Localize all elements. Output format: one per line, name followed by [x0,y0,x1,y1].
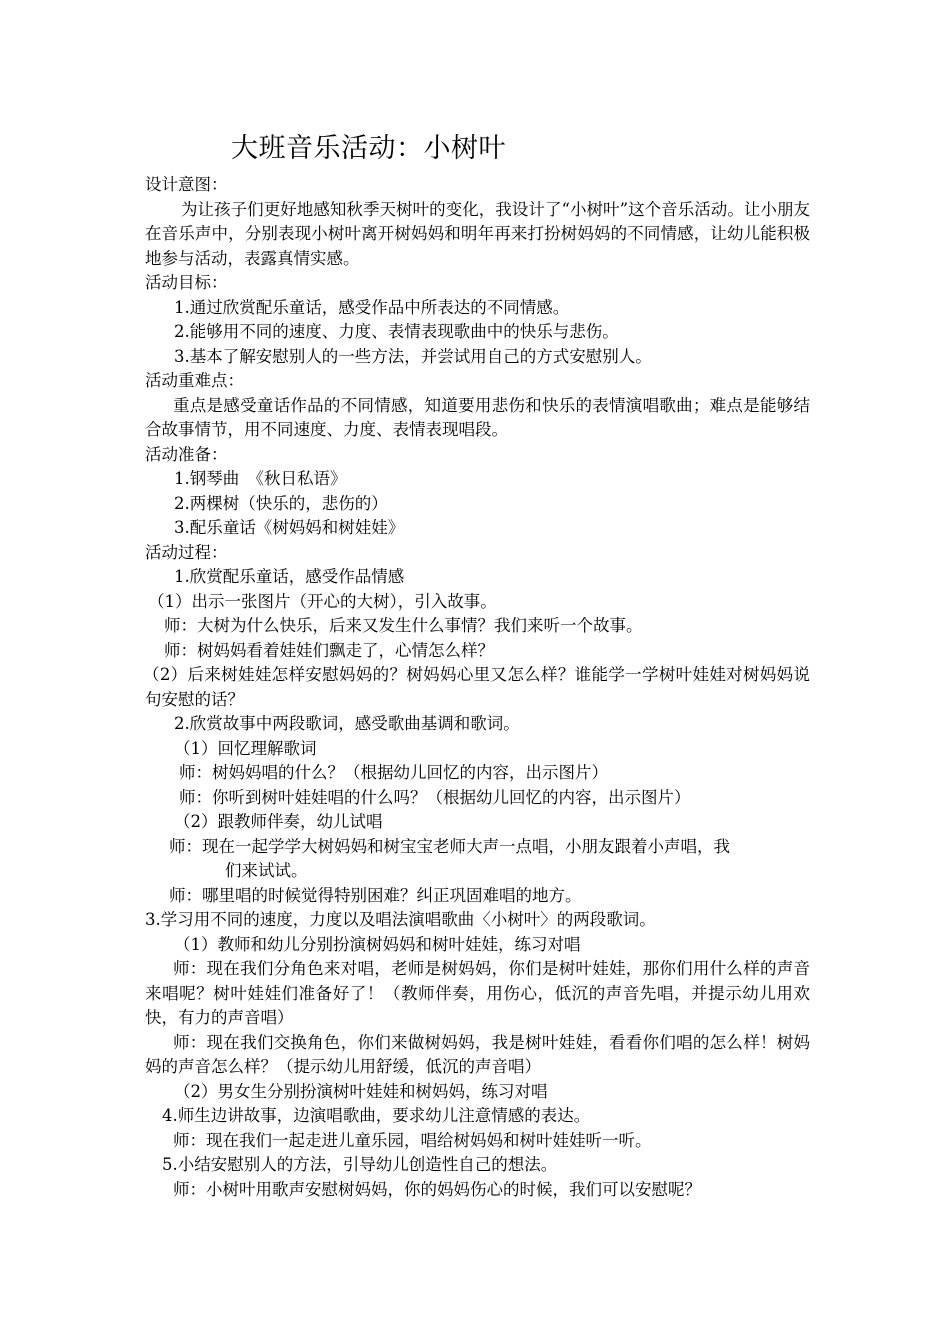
goals-heading: 活动目标： [145,273,228,292]
process-step-2-teacher-line-4: 师：哪里唱的时候觉得特别困难？纠正巩固难唱的地方。 [169,885,582,905]
process-step-3-teacher-para-2: 师：现在我们交换角色，你们来做树妈妈，我是树叶娃娃，看看你们唱的怎么样！树妈妈的声音怎么样？（提示幼儿用舒缓，低沉的声音唱） [145,1032,810,1076]
goal-item-1: 1.通过欣赏配乐童话，感受作品中所表达的不同情感。 [174,297,570,317]
process-step-2-teacher-line-3: 师：现在一起学学大树妈妈和树宝宝老师大声一点唱，小朋友跟着小声唱，我 [169,836,730,856]
process-step-4: 4.师生边讲故事，边演唱歌曲，要求幼儿注意情感的表达。 [162,1106,591,1125]
preparation-item-3: 3.配乐童话《树妈妈和树娃娃》 [174,518,405,537]
goal-item-2: 2.能够用不同的速度、力度、表情表现歌曲中的快乐与悲伤。 [174,322,619,341]
process-step-1: 1.欣赏配乐童话，感受作品情感 [174,567,405,586]
process-step-2-sub-1: （1）回忆理解歌词 [174,738,317,758]
key-points-paragraph: 重点是感受童话作品的不同情感，知道要用悲伤和快乐的表情演唱歌曲；难点是能够结合故事情节，用不同速度、力度、表情表现唱段。 [145,395,810,439]
document-body [145,173,810,1202]
process-step-2: 2.欣赏故事中两段歌词，感受歌曲基调和歌词。 [174,714,520,733]
page-title: 大班音乐活动：小树叶 [231,133,506,164]
process-step-2-sub-2: （2）跟教师伴奏，幼儿试唱 [174,812,383,831]
key-points-heading: 活动重难点： [145,371,244,390]
process-step-2-teacher-line-3-cont: 们来试试。 [225,861,308,880]
preparation-item-2: 2.两棵树（快乐的，悲伤的） [174,493,388,513]
preparation-heading: 活动准备： [145,444,228,464]
process-step-1-teacher-line-1: 师：大树为什么快乐，后来又发生什么事情？我们来听一个故事。 [164,616,643,635]
design-heading: 设计意图： [145,175,228,194]
process-step-5-teacher-line: 师：小树叶用歌声安慰树妈妈，你的妈妈伤心的时候，我们可以安慰呢？ [173,1179,701,1199]
process-step-1-teacher-line-2: 师：树妈妈看着娃娃们飘走了，心情怎么样？ [164,640,494,660]
process-step-2-teacher-line-2: 师：你听到树叶娃娃唱的什么吗？（根据幼儿回忆的内容，出示图片） [179,787,691,807]
process-step-5: 5.小结安慰别人的方法，引导幼儿创造性自己的想法。 [162,1155,558,1174]
process-step-4-teacher-line: 师：现在我们一起走进儿童乐园，唱给树妈妈和树叶娃娃听一听。 [173,1130,652,1150]
design-paragraph: 为让孩子们更好地感知秋季天树叶的变化，我设计了“小树叶”这个音乐活动。让小朋友在音乐声中，分别表现小树叶离开树妈妈和明年再来打扮树妈妈的不同情感，让幼儿能积极地参与活动，表露真情实感。 [145,199,810,268]
process-step-3: 3.学习用不同的速度，力度以及唱法演唱歌曲〈小树叶〉的两段歌词。 [145,910,656,929]
process-step-2-teacher-line-1: 师：树妈妈唱的什么？（根据幼儿回忆的内容，出示图片） [179,763,608,782]
process-step-1-sub-2: （2）后来树娃娃怎样安慰妈妈的？树妈妈心里又怎么样？谁能学一学树叶娃娃对树妈妈说句安慰的话？ [143,665,810,709]
process-heading: 活动过程： [145,542,228,562]
process-step-3-sub-2: （2）男女生分别扮演树叶娃娃和树妈妈，练习对唱 [174,1081,548,1101]
preparation-item-1: 1.钢琴曲 《秋日私语》 [174,469,347,488]
process-step-3-teacher-para-1: 师：现在我们分角色来对唱，老师是树妈妈，你们是树叶娃娃，那你们用什么样的声音来唱呢？树叶娃娃们准备好了！（教师伴奏，用伤心，低沉的声音先唱，并提示幼儿用欢快，有力的声音唱） [145,959,810,1027]
process-step-3-sub-1: （1）教师和幼儿分别扮演树妈妈和树叶娃娃，练习对唱 [174,934,581,954]
process-step-1-sub-1: （1）出示一张图片（开心的大树），引入故事。 [148,591,497,611]
goal-item-3: 3.基本了解安慰别人的一些方法，并尝试用自己的方式安慰别人。 [174,346,652,366]
